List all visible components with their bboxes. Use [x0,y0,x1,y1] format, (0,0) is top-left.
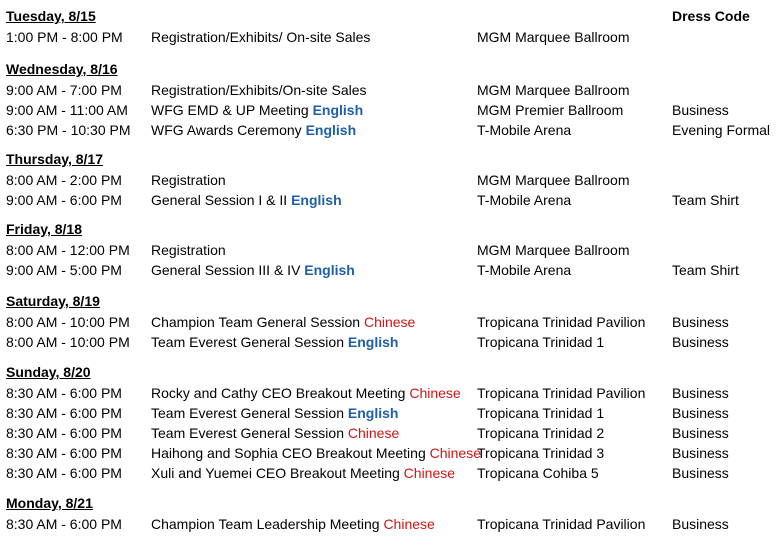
day-header: Friday, 8/18 [6,221,83,237]
event-venue: Tropicana Trinidad Pavilion [477,516,646,532]
event-venue: MGM Marquee Ballroom [477,82,630,98]
event-dress-code: Business [672,385,729,401]
day-header: Sunday, 8/20 [6,364,91,380]
event-title [151,445,481,461]
language-tag: Chinese [429,445,481,461]
event-title [151,82,367,98]
event-title-text: Team Everest General Session [151,405,348,421]
event-time: 8:00 AM - 10:00 PM [6,314,130,330]
event-time: 9:00 AM - 6:00 PM [6,192,122,208]
event-title [151,516,435,532]
event-venue: MGM Marquee Ballroom [477,172,630,188]
event-venue: Tropicana Trinidad 1 [477,334,605,350]
event-title-text: WFG Awards Ceremony [151,122,306,138]
event-time: 8:00 AM - 2:00 PM [6,172,122,188]
event-title-text: Registration/Exhibits/On-site Sales [151,82,367,98]
language-tag: English [305,122,357,138]
event-venue: MGM Premier Ballroom [477,102,624,118]
event-title [151,192,342,208]
event-title [151,465,455,481]
event-title [151,172,226,188]
event-title [151,334,398,350]
day-header: Thursday, 8/17 [6,151,104,167]
event-venue: Tropicana Trinidad 1 [477,405,605,421]
day-header: Saturday, 8/19 [6,293,100,309]
event-title [151,122,356,138]
day-header: Wednesday, 8/16 [6,61,118,77]
language-tag: English [347,334,399,350]
day-header: Tuesday, 8/15 [6,8,96,24]
event-title-text: General Session III & IV [151,262,305,278]
event-title-text: General Session I & II [151,192,292,208]
event-venue: Tropicana Trinidad 2 [477,425,605,441]
event-title-text: Team Everest General Session [151,425,348,441]
event-time: 8:30 AM - 6:00 PM [6,516,122,532]
event-dress-code: Business [672,465,729,481]
event-dress-code: Business [672,102,729,118]
event-dress-code: Business [672,425,729,441]
language-tag: English [312,102,364,118]
event-venue: T-Mobile Arena [477,262,572,278]
event-time: 8:30 AM - 6:00 PM [6,405,122,421]
event-title [151,385,461,401]
event-title [151,29,370,45]
event-title-text: Team Everest General Session [151,334,348,350]
event-title [151,242,226,258]
event-title [151,405,398,421]
event-time: 9:00 AM - 7:00 PM [6,82,122,98]
event-dress-code: Business [672,334,729,350]
event-title [151,262,355,278]
event-time: 8:30 AM - 6:00 PM [6,445,122,461]
event-title-text: Champion Team General Session [151,314,364,330]
dress-code-header: Dress Code [672,8,750,24]
language-tag: English [347,405,399,421]
event-venue: T-Mobile Arena [477,122,572,138]
event-venue: Tropicana Trinidad 3 [477,445,605,461]
event-time: 8:30 AM - 6:00 PM [6,385,122,401]
event-title [151,102,363,118]
event-time: 6:30 PM - 10:30 PM [6,122,131,138]
event-time: 8:30 AM - 6:00 PM [6,425,122,441]
event-time: 9:00 AM - 11:00 AM [6,102,128,118]
event-time: 9:00 AM - 5:00 PM [6,262,122,278]
event-title-text: Xuli and Yuemei CEO Breakout Meeting [151,465,404,481]
event-venue: MGM Marquee Ballroom [477,29,630,45]
language-tag: Chinese [347,425,400,441]
event-title-text: Haihong and Sophia CEO Breakout Meeting [151,445,430,461]
event-title [151,314,415,330]
language-tag: Chinese [383,516,435,532]
event-dress-code: Business [672,445,729,461]
event-dress-code: Evening Formal [672,122,771,138]
event-dress-code: Business [672,405,729,421]
language-tag: Chinese [363,314,416,330]
event-dress-code: Business [672,516,729,532]
event-time: 8:00 AM - 12:00 PM [6,242,130,258]
language-tag: Chinese [409,385,461,401]
event-venue: Tropicana Trinidad Pavilion [477,314,646,330]
event-title-text: Registration/Exhibits/ On-site Sales [151,29,371,45]
event-venue: Tropicana Trinidad Pavilion [477,385,646,401]
language-tag: Chinese [403,465,456,481]
event-dress-code: Team Shirt [672,262,739,278]
event-title-text: Registration [151,242,226,258]
event-dress-code: Team Shirt [672,192,739,208]
event-time: 8:30 AM - 6:00 PM [6,465,122,481]
language-tag: English [304,262,355,278]
event-venue: MGM Marquee Ballroom [477,242,630,258]
event-time: 8:00 AM - 10:00 PM [6,334,130,350]
event-title [151,425,399,441]
event-venue: Tropicana Cohiba 5 [477,465,599,481]
event-title-text: Rocky and Cathy CEO Breakout Meeting [151,385,410,401]
event-dress-code: Business [672,314,729,330]
event-title-text: WFG EMD & UP Meeting [151,102,313,118]
event-time: 1:00 PM - 8:00 PM [6,29,123,45]
event-venue: T-Mobile Arena [477,192,572,208]
day-header: Monday, 8/21 [6,495,93,511]
event-title-text: Registration [151,172,226,188]
language-tag: English [291,192,342,208]
event-title-text: Champion Team Leadership Meeting [151,516,384,532]
